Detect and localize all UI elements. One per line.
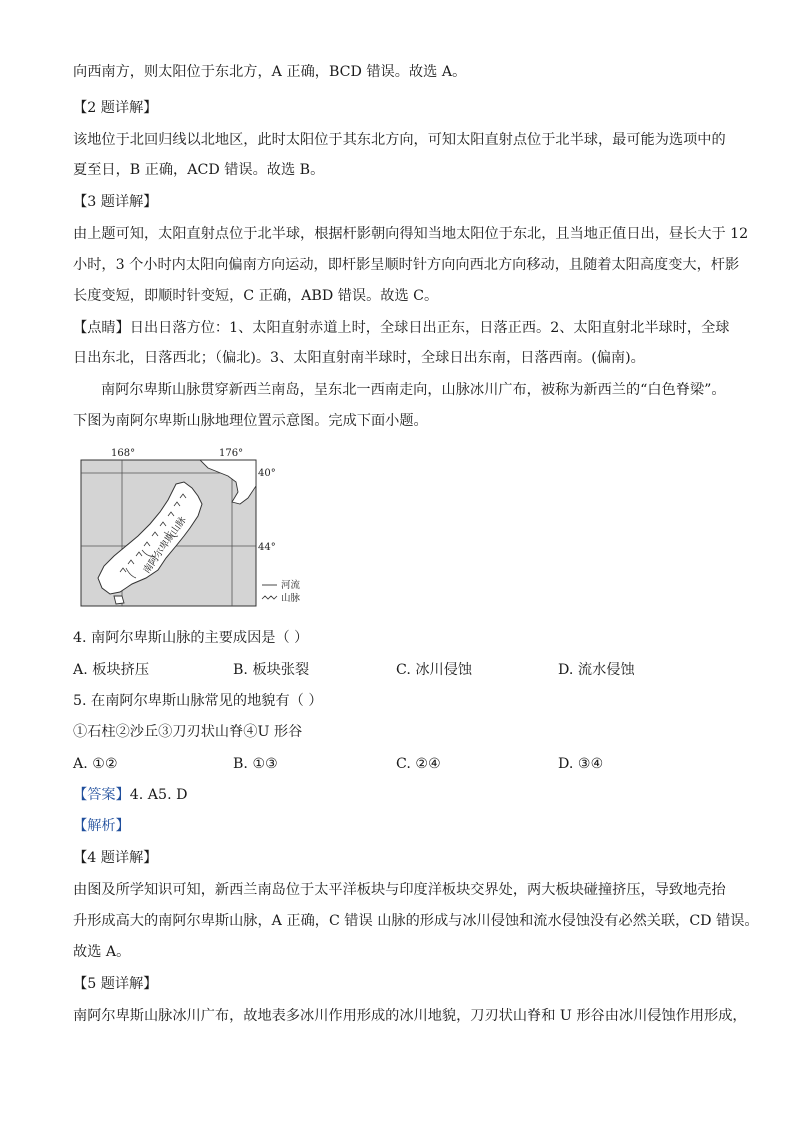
q4-option-b[interactable]: B. 板块张裂 <box>233 662 310 678</box>
text-line: 该地位于北回归线以北地区，此时太阳位于其东北方向，可知太阳直射点位于北半球，最可能为选项中的 <box>73 132 726 148</box>
section-heading: 【4 题详解】 <box>73 850 158 866</box>
passage-line: 下图为南阿尔卑斯山脉地理位置示意图。完成下面小题。 <box>73 413 428 429</box>
question-4: 4. 南阿尔卑斯山脉的主要成因是（ ） <box>73 630 309 646</box>
lon-label-168: 168° <box>111 448 136 459</box>
lon-label-176: 176° <box>219 448 244 459</box>
text-line: 向西南方，则太阳位于东北方，A 正确，BCD 错误。故选 A。 <box>73 64 467 80</box>
text-line: 南阿尔卑斯山脉冰川广布，故地表多冰川作用形成的冰川地貌，刀刃状山脊和 U 形谷由冰川侵蚀作用形成， <box>73 1008 747 1024</box>
q5-option-d[interactable]: D. ③④ <box>558 756 604 772</box>
q5-option-c[interactable]: C. ②④ <box>396 756 441 772</box>
tip-line: 【点睛】日出日落方位：1、太阳直射赤道上时，全球日出正东，日落正西。2、太阳直射北半球时，全球 <box>73 320 730 336</box>
text-line: 长度变短，即顺时针变短，C 正确，ABD 错误。故选 C。 <box>73 288 439 304</box>
answer-tag: 【答案】 <box>73 787 130 803</box>
question-5: 5. 在南阿尔卑斯山脉常见的地貌有（ ） <box>73 693 323 709</box>
answer-line <box>73 785 723 805</box>
passage-line: 南阿尔卑斯山脉贯穿新西兰南岛，呈东北一西南走向，山脉冰川广布，被称为新西兰的“白色脊梁”。 <box>101 382 726 398</box>
q5-option-a[interactable]: A. ①② <box>73 756 118 772</box>
section-heading: 【2 题详解】 <box>73 100 158 116</box>
lat-label-44: 44° <box>258 542 276 553</box>
range-label: 南阿尔卑斯山脉 <box>141 514 189 576</box>
text-line: 故选 A。 <box>73 944 131 960</box>
section-heading: 【3 题详解】 <box>73 194 158 210</box>
text-line: 由图及所学知识可知，新西兰南岛位于太平洋板块与印度洋板块交界处，两大板块碰撞挤压，导致地壳抬 <box>73 882 726 898</box>
tip-line: 日出东北，日落西北；（偏北)。3、太阳直射南半球时，全球日出东南，日落西南。(偏南)。 <box>73 350 645 366</box>
question-5-items: ①石柱②沙丘③刀刃状山脊④U 形谷 <box>73 724 303 740</box>
text-line: 由上题可知，太阳直射点位于北半球，根据杆影朝向得知当地太阳位于东北，且当地正值日出，昼长大于 12 <box>73 226 749 242</box>
section-heading: 【5 题详解】 <box>73 976 158 992</box>
analysis-tag: 【解析】 <box>73 818 130 834</box>
q4-option-a[interactable]: A. 板块挤压 <box>73 662 150 678</box>
text-line: 夏至日，B 正确，ACD 错误。故选 B。 <box>73 162 325 178</box>
q4-option-c[interactable]: C. 冰川侵蚀 <box>396 662 473 678</box>
legend-river-label: 河流 <box>281 580 301 591</box>
lat-label-40: 40° <box>258 468 276 479</box>
legend-mountain-symbol <box>262 596 277 599</box>
new-zealand-map <box>80 446 320 612</box>
text-line: 小时，3 个小时内太阳向偏南方向运动，即杆影呈顺时针方向向西北方向移动，且随着太阳高度变大，杆影 <box>73 257 740 273</box>
text-line: 升形成高大的南阿尔卑斯山脉，A 正确，C 错误 山脉的形成与冰川侵蚀和流水侵蚀没有必然关联，CD 错误。 <box>73 913 759 929</box>
q5-option-b[interactable]: B. ①③ <box>233 756 278 772</box>
q4-option-d[interactable]: D. 流水侵蚀 <box>558 662 635 678</box>
stewart-island-shape <box>114 596 124 604</box>
answer-text: 4. A5. D <box>129 787 188 803</box>
legend-mountain-label: 山脉 <box>281 593 301 604</box>
